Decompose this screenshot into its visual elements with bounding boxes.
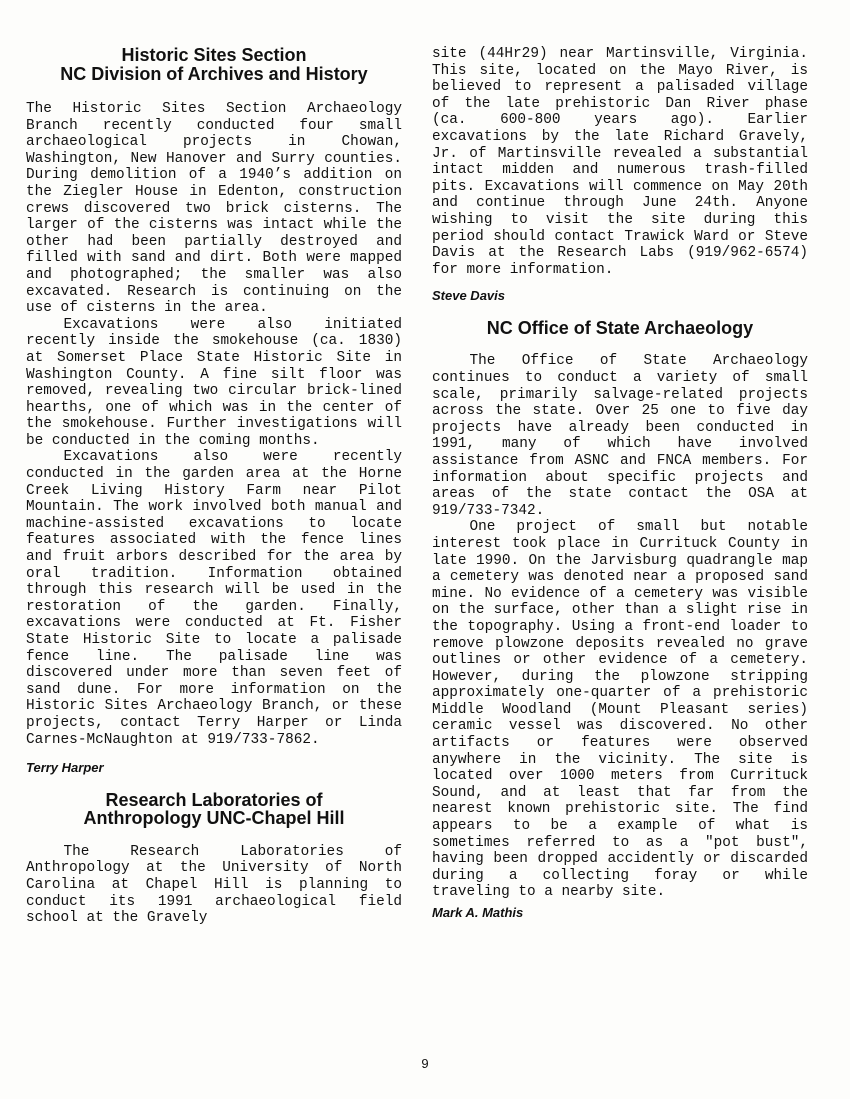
state-archaeology-paragraph: The Office of State Archaeology continues to conduct a variety of small scale, primarily salvage-related projects across the state. Over 25 one to five day projects have already been conducted in 1991, many of which have involved assistance from ASNC and FNCA members. For information about specific projects and areas of the state contact the OSA at 919/733-7342. xyxy=(432,353,808,519)
research-labs-byline: Steve Davis xyxy=(432,288,505,304)
historic-sites-paragraph: The Historic Sites Section Archaeology Branch recently conducted four small archaeological projects in Chowan, Washington, New Hanover and Surry counties. During demolition of a 1940’s addition on the Ziegler House in Edenton, construction crews discovered two brick cisterns. The larger of the cisterns was intact while the other had been partially destroyed and filled with sand and dirt. Both were mapped and photographed; the smaller was also excavated. Research is continuing on the use of cisterns in the area. xyxy=(26,101,402,317)
state-archaeology-byline: Mark A. Mathis xyxy=(432,905,524,920)
historic-sites-paragraph: Excavations also were recently conducted in the garden area at the Horne Creek Living History Farm near Pilot Mountain. The work involved both manual and machine-assisted excavations to locate features associated with the fence lines and fruit arbors described for the area by oral tradition. Information obtained through this research will be used in the restoration of the garden. Finally, excavations were conducted at Ft. Fisher State Historic Site to locate a palisade fence line. The palisade line was discovered under more than seven feet of sand dune. For more information on the Historic Sites Archaeology Branch, or these projects, contact Terry Harper or Linda Carnes-McNaughton at 919/733-7862. xyxy=(26,449,402,748)
research-labs-title-line1: Research Laboratories of xyxy=(105,789,323,810)
research-labs-heading xyxy=(26,791,402,828)
historic-sites-paragraph: Excavations were also initiated recently inside the smokehouse (ca. 1830) at Somerset Place State Historic Site in Washington County. A fine silt floor was removed, revealing two circular brick-lined hearths, one of which was in the center of the smokehouse. Further investigations will be conducted in the coming months. xyxy=(26,316,402,449)
state-archaeology-heading xyxy=(432,319,808,338)
research-labs-continued-paragraph: site (44Hr29) near Martinsville, Virginia. This site, located on the Mayo River, is believed to represent a palisaded village of the late prehistoric Dan River phase (ca. 600-800 years ago). Earlier excavations by the late Richard Gravely, Jr. of Martinsville revealed a substantial intact midden and numerous trash-filled pits. Excavations will commence on May 20th and continue through June 24th. Anyone wishing to visit the site during this period should contact Trawick Ward or Steve Davis at the Research Labs (919/962-6574) for more information. xyxy=(432,46,808,278)
historic-sites-title-line1: Historic Sites Section xyxy=(121,45,307,65)
left-column xyxy=(26,46,402,927)
right-column xyxy=(432,46,808,922)
historic-sites-byline: Terry Harper xyxy=(26,760,104,776)
page-number: 9 xyxy=(421,1056,429,1071)
research-labs-paragraph: The Research Laboratories of Anthropology at the University of North Carolina at Chapel Hill is planning to conduct its 1991 archaeological field school at the Gravely xyxy=(26,843,402,927)
research-labs-title-line2: Anthropology UNC-Chapel Hill xyxy=(83,808,345,829)
state-archaeology-paragraph: One project of small but notable interest took place in Currituck County in late 1990. On the Jarvisburg quadrangle map a cemetery was denoted near a proposed sand mine. No evidence of a cemetery was visible on the surface, other than a slight rise in the topography. Using a front-end loader to remove plowzone deposits revealed no grave outlines or other evidence of a cemetery. However, during the plowzone stripping approximately one-quarter of a prehistoric Middle Woodland (Mount Pleasant series) ceramic vessel was discovered. No other artifacts or features were observed anywhere in the vicinity. The site is located over 1000 meters from Currituck Sound, and at least that far from the nearest known prehistoric site. The find appears to be a example of what is sometimes referred to as a "pot bust", having been dropped accidently or discarded during a collecting foray or while traveling to a nearby site. xyxy=(432,519,808,901)
historic-sites-title-line2: NC Division of Archives and History xyxy=(60,63,368,84)
state-archaeology-title: NC Office of State Archaeology xyxy=(486,317,754,338)
historic-sites-heading xyxy=(26,46,402,83)
